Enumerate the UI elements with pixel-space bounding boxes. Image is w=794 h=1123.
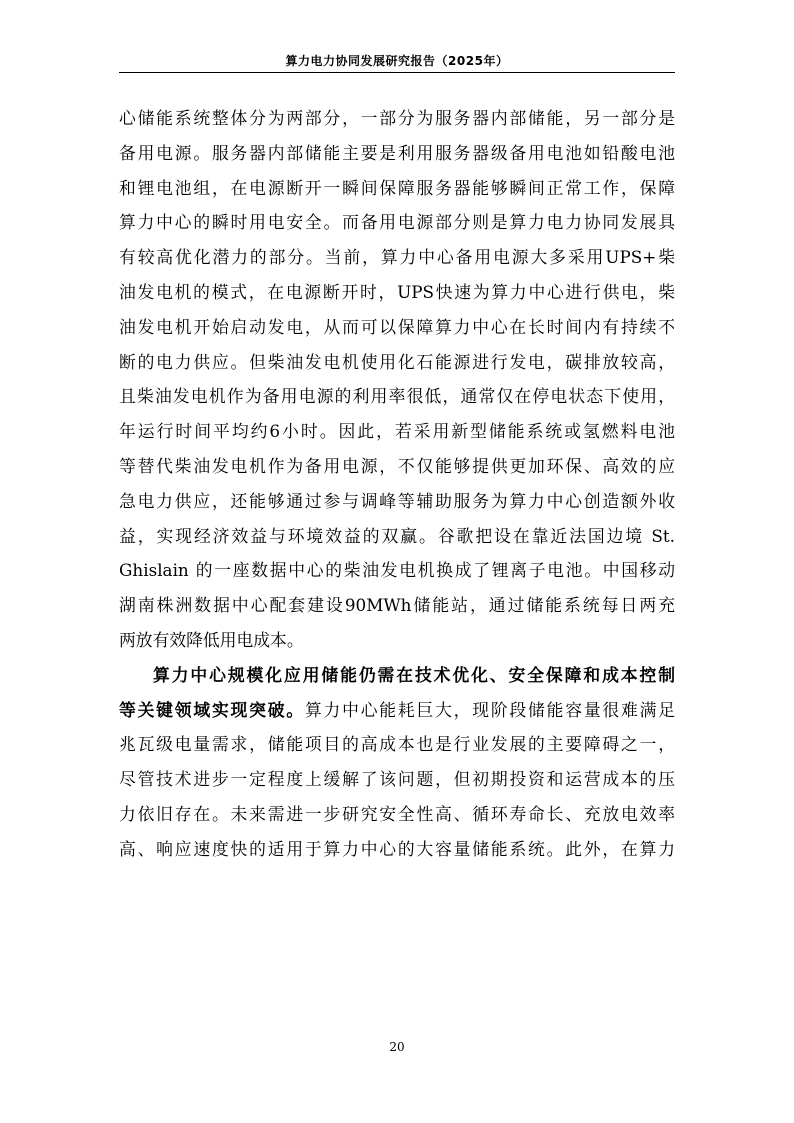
text-line: 益，实现经济效益与环境效益的双赢。谷歌把设在靠近法国边境 St. bbox=[119, 525, 675, 546]
text-line: 心储能系统整体分为两部分，一部分为服务器内部储能，另一部分是 bbox=[119, 108, 675, 128]
paragraph-backup-power bbox=[119, 101, 675, 658]
text-line: 备用电源。服务器内部储能主要是利用服务器级备用电池如铅酸电池 bbox=[119, 142, 675, 163]
header-divider bbox=[119, 72, 675, 73]
document-body bbox=[119, 101, 675, 867]
text-line: 且柴油发电机作为备用电源的利用率很低，通常仅在停电状态下使用， bbox=[119, 386, 675, 407]
text-line: 急电力供应，还能够通过参与调峰等辅助服务为算力中心创造额外收 bbox=[119, 490, 675, 511]
text-line: Ghislain 的一座数据中心的柴油发电机换成了锂离子电池。中国移动 bbox=[119, 560, 675, 581]
bold-lead-line: 算力中心规模化应用储能仍需在技术优化、安全保障和成本控制 bbox=[153, 664, 675, 685]
text-line: 油发电机开始启动发电，从而可以保障算力中心在长时间内有持续不 bbox=[119, 316, 675, 337]
text-line: 高、响应速度快的适用于算力中心的大容量储能系统。此外，在算力 bbox=[119, 838, 675, 859]
text-line: 等替代柴油发电机作为备用电源，不仅能够提供更加环保、高效的应 bbox=[119, 455, 675, 476]
bold-lead-sentence-end: 等关键领域实现突破。 bbox=[119, 699, 305, 720]
text-line: 力依旧存在。未来需进一步研究安全性高、循环寿命长、充放电效率 bbox=[119, 803, 675, 824]
text-line: 有较高优化潜力的部分。当前，算力中心备用电源大多采用UPS+柴 bbox=[119, 247, 675, 268]
running-header: 算力电力协同发展研究报告（2025年） bbox=[285, 54, 509, 68]
text-line: 尽管技术进步一定程度上缓解了该问题，但初期投资和运营成本的压 bbox=[119, 769, 675, 790]
text-line: 断的电力供应。但柴油发电机使用化石能源进行发电，碳排放较高， bbox=[119, 351, 675, 372]
text-run: 算力中心能耗巨大，现阶段储能容量很难满足 bbox=[304, 699, 675, 720]
text-line: 年运行时间平均约6小时。因此，若采用新型储能系统或氢燃料电池 bbox=[119, 421, 675, 442]
text-line: 两放有效降低用电成本。 bbox=[119, 629, 304, 650]
paragraph-storage-challenges bbox=[119, 658, 675, 867]
text-line: 兆瓦级电量需求，储能项目的高成本也是行业发展的主要障碍之一， bbox=[119, 734, 675, 755]
text-line bbox=[119, 693, 675, 728]
text-line: 算力中心的瞬时用电安全。而备用电源部分则是算力电力协同发展具 bbox=[119, 212, 675, 233]
page-number: 20 bbox=[389, 1040, 405, 1054]
text-line: 和锂电池组，在电源断开一瞬间保障服务器能够瞬间正常工作，保障 bbox=[119, 177, 675, 198]
text-line: 油发电机的模式，在电源断开时，UPS快速为算力中心进行供电，柴 bbox=[119, 281, 675, 302]
text-line: 湖南株洲数据中心配套建设90MWh储能站，通过储能系统每日两充 bbox=[119, 595, 675, 616]
